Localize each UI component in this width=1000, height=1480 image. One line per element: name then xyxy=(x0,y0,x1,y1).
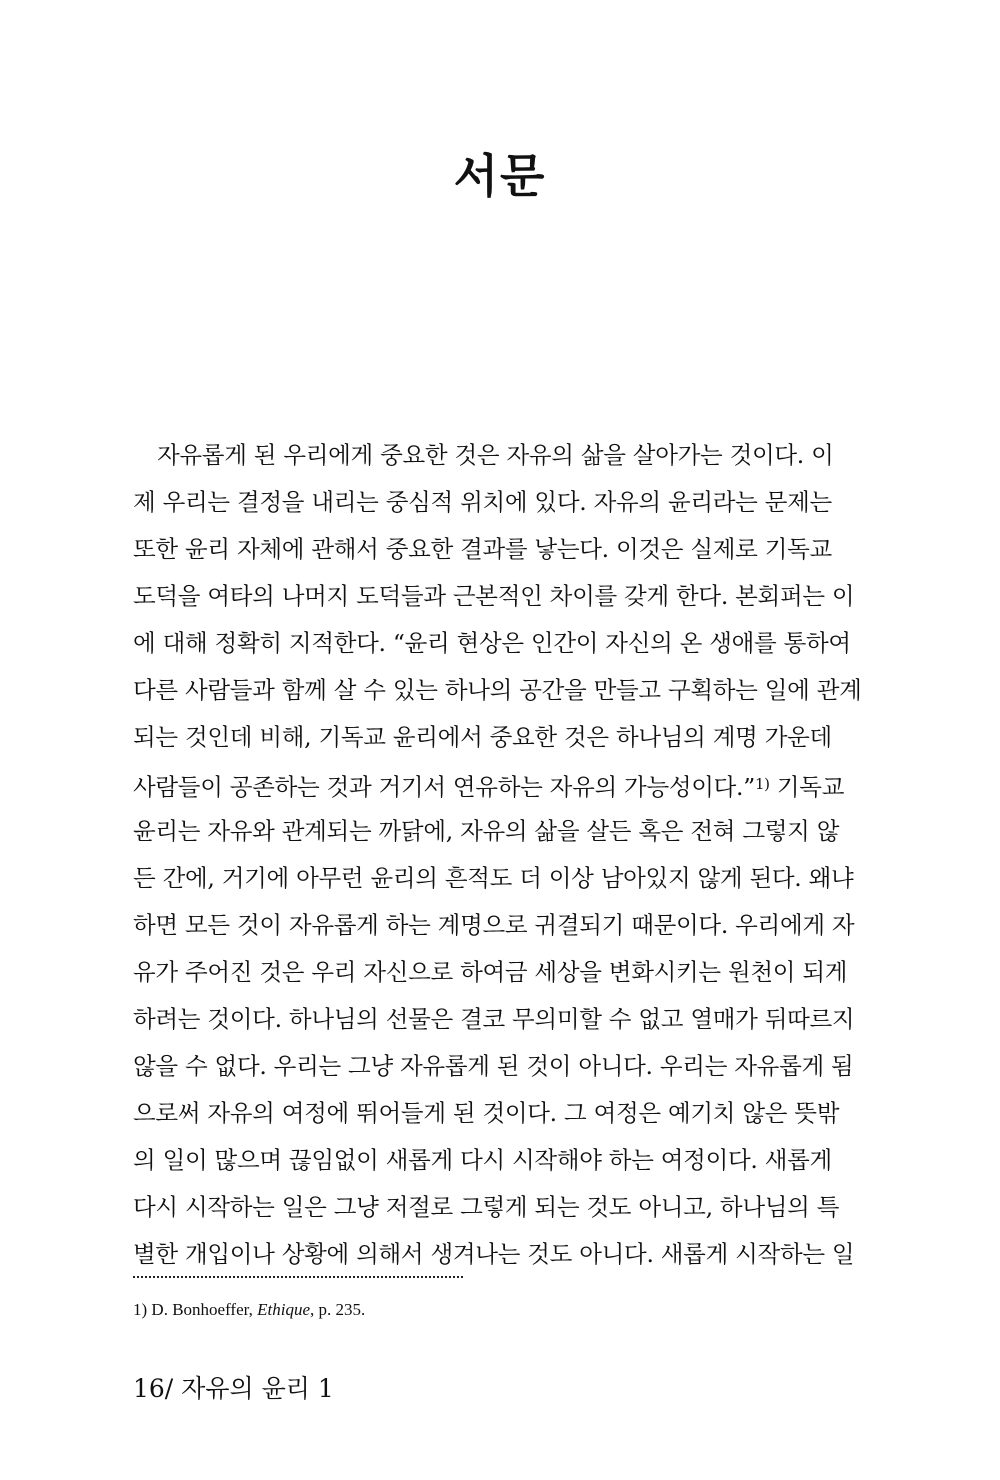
footnote-reference: 1) xyxy=(754,775,770,793)
text-line: 자유롭게 된 우리에게 중요한 것은 자유의 삶을 살아가는 것이다. 이 xyxy=(157,441,834,469)
line-continuation: 기독교 xyxy=(769,773,845,801)
page-title: 서문 xyxy=(453,149,547,203)
text-line: 제 우리는 결정을 내리는 중심적 위치에 있다. 자유의 윤리라는 문제는 xyxy=(133,488,832,516)
footnote-number: 1) xyxy=(133,1300,148,1319)
text-line: 의 일이 많으며 끊임없이 새롭게 다시 시작해야 하는 여정이다. 새롭게 xyxy=(133,1146,832,1174)
text-line: 윤리는 자유와 관계되는 까닭에, 자유의 삶을 살든 혹은 전혀 그렇지 않 xyxy=(133,817,840,845)
text-line: 또한 윤리 자체에 관해서 중요한 결과를 낳는다. 이것은 실제로 기독교 xyxy=(133,535,832,563)
text-line: 으로써 자유의 여정에 뛰어들게 된 것이다. 그 여정은 예기치 않은 뜻밖 xyxy=(133,1099,840,1127)
text-line: 유가 주어진 것은 우리 자신으로 하여금 세상을 변화시키는 원천이 되게 xyxy=(133,958,848,986)
text-line: 되는 것인데 비해, 기독교 윤리에서 중요한 것은 하나님의 계명 가운데 xyxy=(133,723,832,751)
page-folio: 16/ 자유의 윤리 1 xyxy=(133,1374,334,1403)
text-line: 별한 개입이나 상황에 의해서 생겨나는 것도 아니다. 새롭게 시작하는 일 xyxy=(133,1240,855,1268)
text-line-with-footnote xyxy=(133,761,845,808)
text-line: 든 간에, 거기에 아무런 윤리의 흔적도 더 이상 남아있지 않게 된다. 왜냐 xyxy=(133,864,854,892)
text-line: 다시 시작하는 일은 그냥 저절로 그렇게 되는 것도 아니고, 하나님의 특 xyxy=(133,1193,840,1221)
text-line: 도덕을 여타의 나머지 도덕들과 근본적인 차이를 갖게 한다. 본회퍼는 이 xyxy=(133,582,855,610)
text-line: 에 대해 정확히 지적한다. “윤리 현상은 인간이 자신의 온 생애를 통하여 xyxy=(133,629,851,657)
body-text xyxy=(133,432,862,1278)
text-line: 다른 사람들과 함께 살 수 있는 하나의 공간을 만들고 구획하는 일에 관계 xyxy=(133,676,862,704)
quote-end-text: 사람들이 공존하는 것과 거기서 연유하는 자유의 가능성이다.” xyxy=(133,773,755,801)
text-line: 하려는 것이다. 하나님의 선물은 결코 무의미할 수 없고 열매가 뒤따르지 xyxy=(133,1005,855,1033)
footnote-book-title: Ethique xyxy=(257,1300,311,1319)
footnote-page-ref: , p. 235. xyxy=(310,1300,366,1319)
footnote xyxy=(133,1298,365,1322)
footnote-divider xyxy=(133,1276,463,1278)
text-line: 않을 수 없다. 우리는 그냥 자유롭게 된 것이 아니다. 우리는 자유롭게 됨 xyxy=(133,1052,854,1080)
footnote-author: D. Bonhoeffer, xyxy=(151,1300,253,1319)
text-line: 하면 모든 것이 자유롭게 하는 계명으로 귀결되기 때문이다. 우리에게 자 xyxy=(133,911,855,939)
